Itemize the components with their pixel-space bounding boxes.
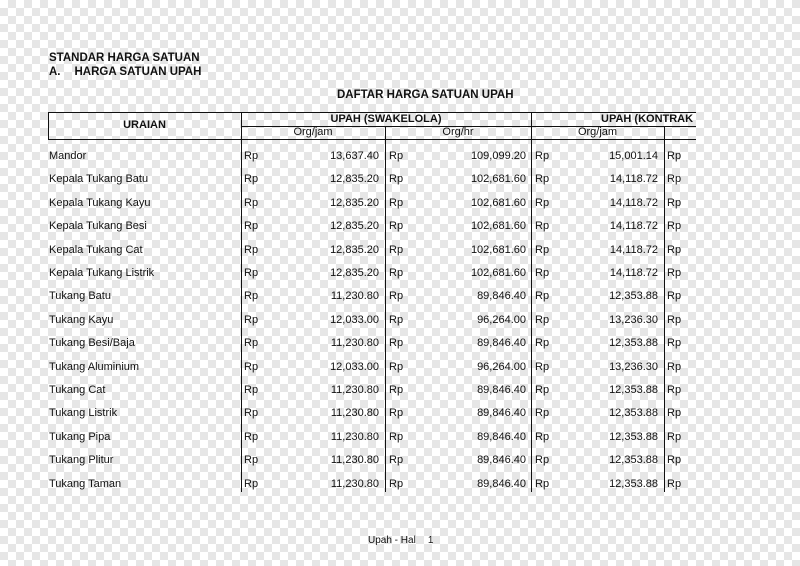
value-swakelola-orgjam: 12,835.20 [330,196,379,209]
currency-label: Rp [667,360,682,373]
value-swakelola-orghr: 96,264.00 [477,360,526,373]
currency-label: Rp [389,430,404,443]
table-row [0,240,800,263]
table-row [0,450,800,473]
table-row [0,146,800,169]
table-row [0,193,800,216]
row-name: Tukang Listrik [49,407,118,420]
value-swakelola-orgjam: 11,230.80 [330,337,379,350]
value-kontrak-orgjam: 15,001.14 [609,150,658,162]
currency-label: Rp [535,243,550,256]
value-kontrak-orgjam: 12,353.88 [609,430,658,443]
currency-label: Rp [535,430,550,443]
value-kontrak-orgjam: 14,118.72 [609,173,658,186]
currency-label: Rp [667,267,682,279]
table-title: DAFTAR HARGA SATUAN UPAH [337,89,514,101]
currency-label: Rp [244,384,259,396]
currency-label: Rp [389,243,404,256]
currency-label: Rp [535,150,550,162]
value-kontrak-orgjam: 14,118.72 [609,196,658,209]
currency-label: Rp [389,454,404,467]
currency-label: Rp [244,267,259,279]
column-group-swakelola: UPAH (SWAKELOLA) [330,113,442,125]
value-kontrak-orgjam: 14,118.72 [609,267,658,279]
footer-label: Upah - Hal [368,535,416,546]
currency-label: Rp [667,290,682,303]
value-swakelola-orgjam: 12,835.20 [330,243,379,256]
currency-label: Rp [244,360,259,373]
value-swakelola-orghr: 102,681.60 [470,220,526,233]
currency-label: Rp [389,173,404,186]
row-name: Tukang Pipa [49,430,111,443]
row-name: Tukang Aluminium [49,360,140,373]
value-swakelola-orgjam: 12,033.00 [330,313,379,326]
header-bottom-border [48,139,696,140]
currency-label: Rp [667,313,682,326]
currency-label: Rp [535,337,550,350]
currency-label: Rp [389,267,404,279]
row-name: Kepala Tukang Cat [49,243,143,256]
currency-label: Rp [244,196,259,209]
currency-label: Rp [667,243,682,256]
value-swakelola-orgjam: 11,230.80 [330,430,379,443]
subheader-orgjam-swakelola: Org/jam [293,126,333,138]
currency-label: Rp [535,290,550,303]
currency-label: Rp [389,407,404,420]
currency-label: Rp [389,290,404,303]
value-kontrak-orgjam: 12,353.88 [609,454,658,467]
table-row [0,357,800,380]
currency-label: Rp [667,220,682,233]
table-row [0,263,800,286]
currency-label: Rp [667,477,682,490]
currency-label: Rp [667,384,682,396]
value-swakelola-orgjam: 12,033.00 [330,360,379,373]
value-swakelola-orghr: 102,681.60 [470,267,526,279]
value-swakelola-orghr: 102,681.60 [470,196,526,209]
row-name: Tukang Plitur [49,454,114,467]
value-kontrak-orgjam: 12,353.88 [609,407,658,420]
table-row [0,216,800,239]
currency-label: Rp [244,150,259,162]
row-name: Tukang Cat [49,384,106,396]
table-row [0,380,800,403]
row-name: Kepala Tukang Besi [49,220,147,233]
value-kontrak-orgjam: 13,236.30 [609,313,658,326]
value-swakelola-orghr: 102,681.60 [470,173,526,186]
value-swakelola-orghr: 89,846.40 [477,430,526,443]
value-swakelola-orghr: 89,846.40 [477,454,526,467]
table-row [0,427,800,450]
value-kontrak-orgjam: 12,353.88 [609,290,658,303]
doc-heading: STANDAR HARGA SATUAN [49,52,200,64]
currency-label: Rp [244,220,259,233]
value-swakelola-orgjam: 11,230.80 [330,454,379,467]
page-footer [368,535,433,546]
section-title: HARGA SATUAN UPAH [74,66,202,78]
currency-label: Rp [667,337,682,350]
currency-label: Rp [667,454,682,467]
section-prefix: A. [49,66,61,78]
value-swakelola-orgjam: 13,637.40 [330,150,379,162]
value-kontrak-orgjam: 12,353.88 [609,384,658,396]
table-row [0,333,800,356]
currency-label: Rp [244,407,259,420]
currency-label: Rp [244,243,259,256]
currency-label: Rp [244,290,259,303]
value-kontrak-orgjam: 14,118.72 [609,243,658,256]
table-row [0,474,800,497]
currency-label: Rp [667,407,682,420]
table-row [0,403,800,426]
currency-label: Rp [244,477,259,490]
value-swakelola-orghr: 89,846.40 [477,407,526,420]
currency-label: Rp [389,360,404,373]
currency-label: Rp [667,430,682,443]
value-swakelola-orghr: 102,681.60 [470,243,526,256]
value-swakelola-orghr: 89,846.40 [477,337,526,350]
section-heading [49,66,201,78]
currency-label: Rp [389,196,404,209]
table-row [0,169,800,192]
value-swakelola-orghr: 89,846.40 [477,290,526,303]
currency-label: Rp [535,220,550,233]
value-kontrak-orgjam: 14,118.72 [609,220,658,233]
currency-label: Rp [535,454,550,467]
row-name: Tukang Taman [49,477,122,490]
value-swakelola-orgjam: 12,835.20 [330,220,379,233]
currency-label: Rp [389,477,404,490]
subheader-orghr-swakelola: Org/hr [442,126,474,138]
row-name: Kepala Tukang Listrik [49,267,155,279]
subheader-orgjam-kontrak: Org/jam [577,126,618,138]
currency-label: Rp [244,173,259,186]
currency-label: Rp [535,196,550,209]
page-number: 1 [427,535,434,546]
value-swakelola-orghr: 89,846.40 [477,477,526,490]
currency-label: Rp [389,150,404,162]
table-row [0,286,800,309]
row-name: Tukang Kayu [49,313,114,326]
value-swakelola-orghr: 96,264.00 [477,313,526,326]
currency-label: Rp [667,150,682,162]
currency-label: Rp [667,196,682,209]
currency-label: Rp [389,384,404,396]
value-kontrak-orgjam: 12,353.88 [609,337,658,350]
currency-label: Rp [535,384,550,396]
value-kontrak-orgjam: 12,353.88 [609,477,658,490]
column-header-uraian: URAIAN [123,119,166,131]
value-swakelola-orghr: 89,846.40 [477,384,526,396]
currency-label: Rp [244,454,259,467]
row-name: Kepala Tukang Kayu [49,196,151,209]
currency-label: Rp [244,313,259,326]
value-swakelola-orghr: 109,099.20 [470,150,526,162]
currency-label: Rp [535,477,550,490]
currency-label: Rp [535,313,550,326]
value-kontrak-orgjam: 13,236.30 [609,360,658,373]
currency-label: Rp [535,360,550,373]
column-group-kontrak: UPAH (KONTRAK [601,113,694,125]
currency-label: Rp [535,173,550,186]
currency-label: Rp [389,313,404,326]
currency-label: Rp [535,267,550,279]
currency-label: Rp [667,173,682,186]
row-name: Mandor [49,150,87,162]
value-swakelola-orgjam: 11,230.80 [330,477,379,490]
currency-label: Rp [535,407,550,420]
value-swakelola-orgjam: 11,230.80 [330,384,379,396]
value-swakelola-orgjam: 11,230.80 [330,407,379,420]
value-swakelola-orgjam: 12,835.20 [330,267,379,279]
currency-label: Rp [389,337,404,350]
currency-label: Rp [244,430,259,443]
row-name: Kepala Tukang Batu [49,173,149,186]
row-name: Tukang Batu [49,290,111,303]
value-swakelola-orgjam: 11,230.80 [330,290,379,303]
table-row [0,310,800,333]
currency-label: Rp [244,337,259,350]
row-name: Tukang Besi/Baja [49,337,135,350]
value-swakelola-orgjam: 12,835.20 [330,173,379,186]
currency-label: Rp [389,220,404,233]
